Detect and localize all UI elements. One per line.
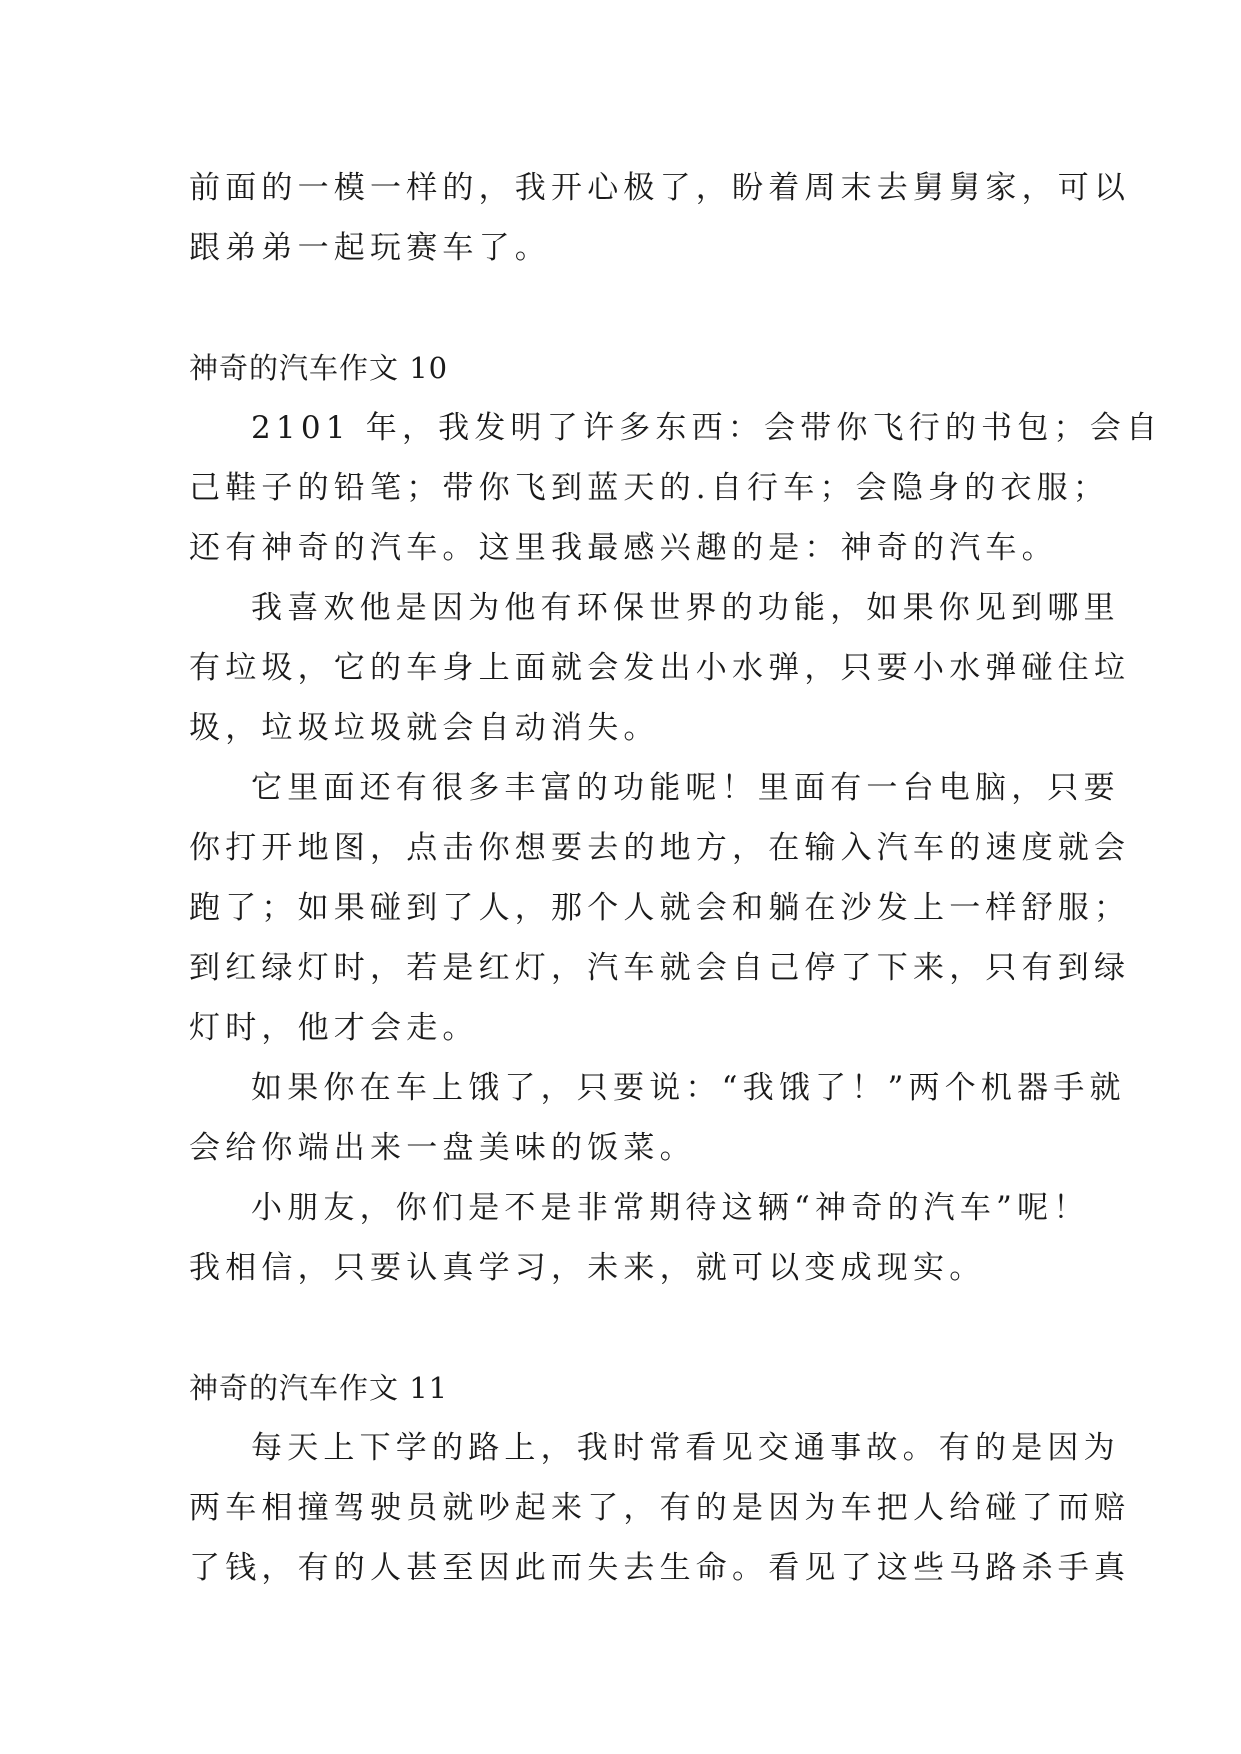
paragraph-line: 跟弟弟一起玩赛车了。 [189, 230, 551, 266]
paragraph-line: 灯时，他才会走。 [189, 1010, 479, 1046]
paragraph-line: 前面的一模一样的，我开心极了，盼着周末去舅舅家，可以 [189, 170, 1131, 206]
paragraph-line: 到红绿灯时，若是红灯，汽车就会自己停了下来，只有到绿 [189, 950, 1131, 986]
section-heading-10: 神奇的汽车作文 10 [189, 351, 449, 385]
section-gap [189, 1298, 1049, 1358]
paragraph-line: 它里面还有很多丰富的功能呢！里面有一台电脑，只要 [251, 770, 1120, 806]
paragraph-line: 我相信，只要认真学习，未来，就可以变成现实。 [189, 1250, 986, 1286]
paragraph-line: 了钱，有的人甚至因此而失去生命。看见了这些马路杀手真 [189, 1550, 1131, 1586]
paragraph-line: 跑了；如果碰到了人，那个人就会和躺在沙发上一样舒服； [189, 890, 1131, 926]
section-heading-11: 神奇的汽车作文 11 [189, 1371, 449, 1405]
paragraph-line: 如果你在车上饿了，只要说：“我饿了！”两个机器手就 [251, 1070, 1126, 1106]
paragraph-line: 有垃圾，它的车身上面就会发出小水弹，只要小水弹碰住垃 [189, 650, 1131, 686]
paragraph-line: 圾，垃圾垃圾就会自动消失。 [189, 710, 660, 746]
paragraph-line: 2101 年，我发明了许多东西：会带你飞行的书包；会自 [251, 410, 1163, 446]
paragraph-line: 我喜欢他是因为他有环保世界的功能，如果你见到哪里 [251, 590, 1120, 626]
document-page [189, 158, 1163, 1598]
paragraph-line: 小朋友，你们是不是非常期待这辆“神奇的汽车”呢！ [251, 1190, 1090, 1226]
paragraph-line: 己鞋子的铅笔；带你飞到蓝天的.自行车；会隐身的衣服； [189, 470, 1110, 506]
paragraph-line: 每天上下学的路上，我时常看见交通事故。有的是因为 [251, 1430, 1120, 1466]
section-gap [189, 278, 1049, 338]
paragraph-line: 你打开地图，点击你想要去的地方，在输入汽车的速度就会 [189, 830, 1131, 866]
paragraph-line: 两车相撞驾驶员就吵起来了，有的是因为车把人给碰了而赔 [189, 1490, 1131, 1526]
paragraph-line: 会给你端出来一盘美味的饭菜。 [189, 1130, 696, 1166]
paragraph-line: 还有神奇的汽车。这里我最感兴趣的是：神奇的汽车。 [189, 530, 1058, 566]
